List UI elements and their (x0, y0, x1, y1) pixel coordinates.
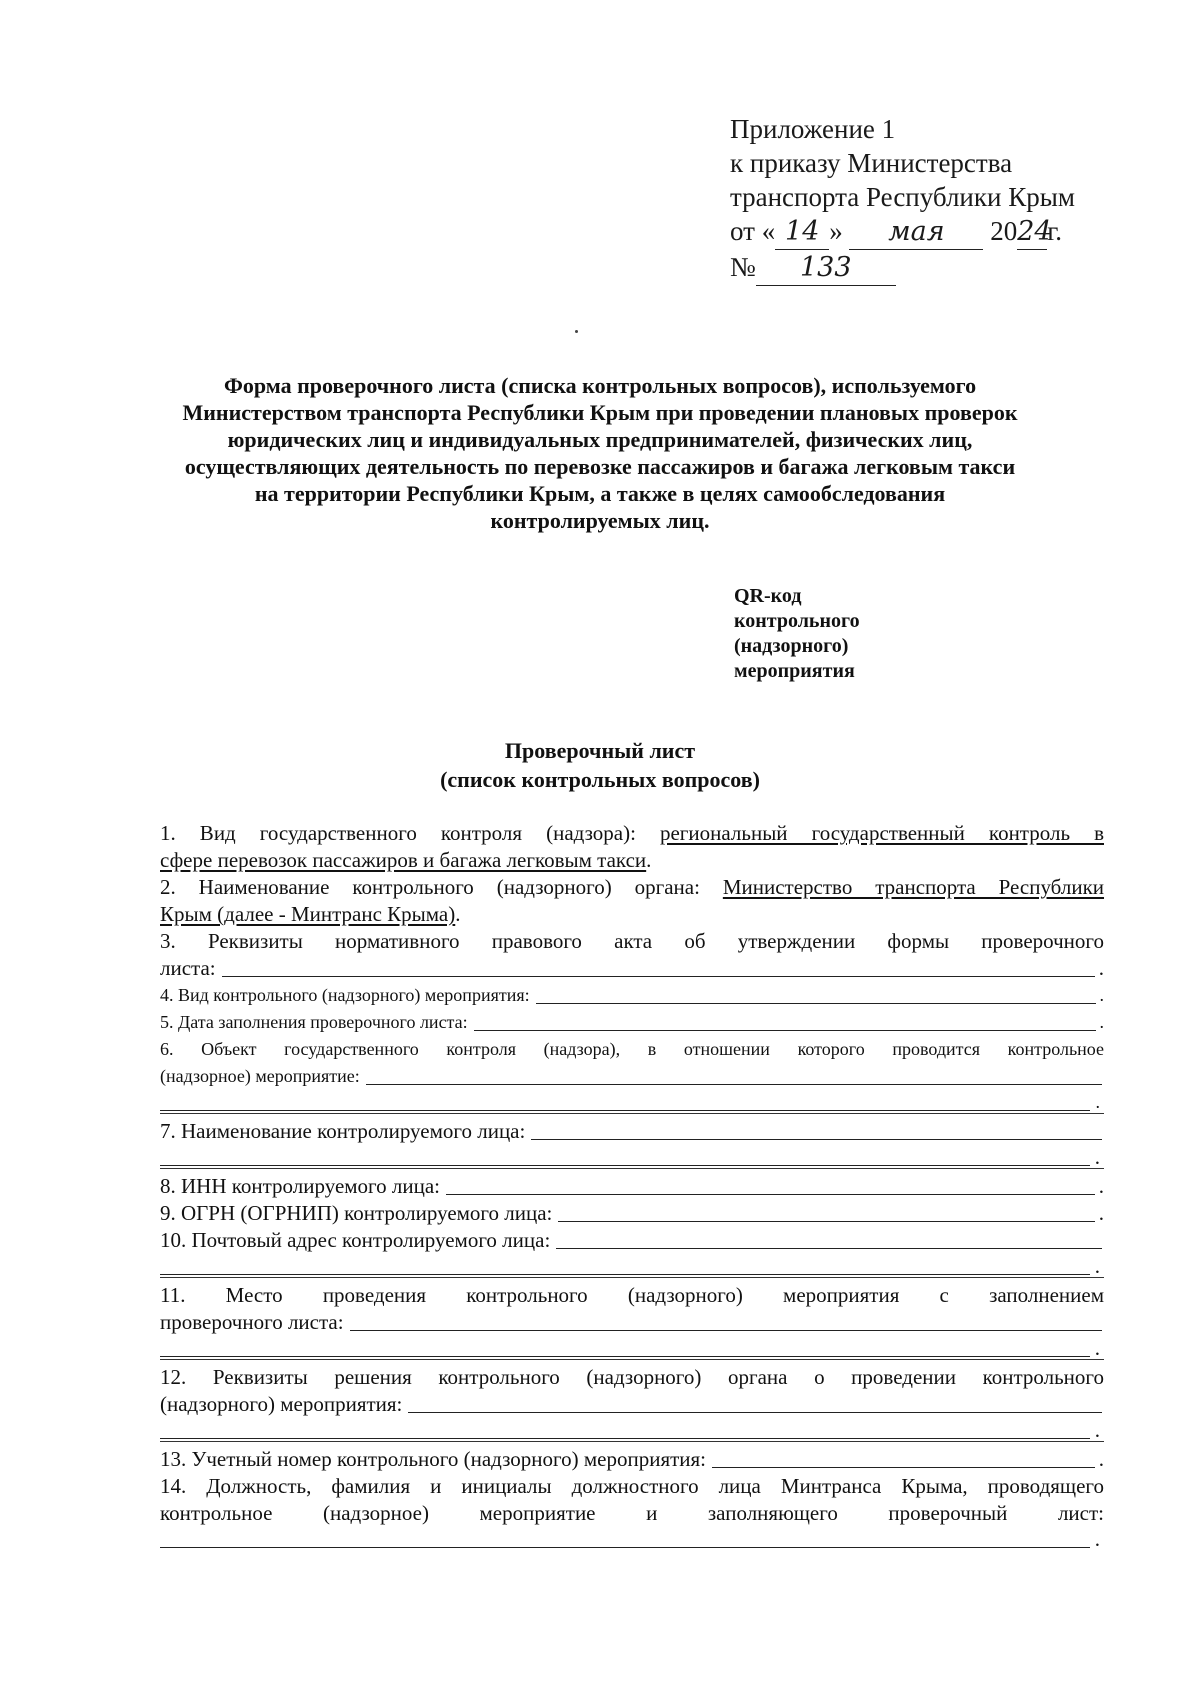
item-2-value-a: Министерство транспорта Республики (722, 875, 1105, 899)
item-12-fill-line-2[interactable] (160, 1418, 1090, 1439)
item-11 (160, 1282, 1104, 1357)
item-12-fill-field[interactable] (408, 1394, 1102, 1413)
appendix-line-3: транспорта Республики Крым (730, 182, 1075, 212)
item-5-fill-field[interactable] (474, 1012, 1096, 1031)
item-6-line-2-text: (надзорное) мероприятие: (160, 1066, 360, 1086)
item-6-fill-line-2[interactable] (160, 1090, 1090, 1111)
scan-speck (575, 330, 578, 333)
item-12 (160, 1364, 1104, 1439)
form-title-line-6: контролируемых лиц. (490, 508, 710, 533)
qr-code-label (734, 584, 860, 684)
item-3-line-2: листа: . (160, 956, 1104, 980)
item-6-fill-field[interactable] (366, 1066, 1102, 1085)
checklist-title-line-2: (список контрольных вопросов) (440, 767, 760, 792)
item-2-line-1 (160, 874, 1104, 901)
item-6-line-1: 6. Объект государственного контроля (надзора), в отношении которого проводится контрольное (160, 1039, 1104, 1059)
item-11-fill-line-2[interactable] (160, 1336, 1090, 1357)
date-prefix: от « (730, 216, 776, 246)
appendix-date (730, 214, 1075, 250)
item-7 (160, 1118, 1104, 1166)
item-11-line-2-text: проверочного листа: (160, 1310, 344, 1334)
date-year-prefix: 20 (990, 216, 1018, 246)
appendix-block (730, 112, 1075, 286)
checklist-items (160, 820, 1104, 1548)
qr-line-1: QR-код (734, 585, 802, 607)
item-3 (160, 928, 1104, 982)
form-title-line-3: юридических лиц и индивидуальных предпринимателей, физических лиц, (227, 427, 973, 452)
divider (160, 1113, 1104, 1114)
item-9: 9. ОГРН (ОГРНИП) контролируемого лица: . (160, 1201, 1104, 1225)
item-9-label: 9. ОГРН (ОГРНИП) контролируемого лица: (160, 1201, 553, 1225)
item-4-label: 4. Вид контрольного (надзорного) мероприятия: (160, 985, 530, 1005)
date-mid: » (829, 216, 843, 246)
item-14-line-2: контрольное (надзорное) мероприятие и заполняющего проверочный лист: (160, 1501, 1104, 1525)
item-12-line-2-text: (надзорного) мероприятия: (160, 1392, 403, 1416)
item-1-line-1 (160, 820, 1104, 847)
handwritten-month: мая (849, 215, 983, 250)
handwritten-day: 14 (775, 215, 829, 250)
form-title-line-4: осуществляющих деятельность по перевозке пассажиров и багажа легковым такси (184, 454, 1016, 479)
item-3-fill-field[interactable] (222, 958, 1095, 977)
form-title-line-5: на территории Республики Крым, а также в целях самообследования (254, 481, 946, 506)
item-12-line-2 (160, 1391, 1104, 1418)
item-7-label: 7. Наименование контролируемого лица: (160, 1119, 526, 1143)
item-7-fill-field[interactable] (531, 1121, 1102, 1140)
form-title-line-2: Министерством транспорта Республики Крым при проведении плановых проверок (182, 400, 1018, 425)
item-3-line-2-text: листа: (160, 956, 216, 980)
item-11-fill-field[interactable] (350, 1312, 1102, 1331)
item-1-value-a: региональный государственный контроль в (659, 821, 1104, 845)
item-12-line-1: 12. Реквизиты решения контрольного (надзорного) органа о проведении контрольного (160, 1365, 1104, 1389)
item-9-fill-field[interactable] (558, 1203, 1094, 1222)
item-8-label: 8. ИНН контролируемого лица: (160, 1174, 441, 1198)
item-2 (160, 874, 1104, 928)
qr-line-3: (надзорного) (734, 635, 849, 657)
item-8: 8. ИНН контролируемого лица: . (160, 1174, 1104, 1198)
item-6 (160, 1036, 1104, 1111)
number-prefix: № (730, 252, 756, 282)
form-title (100, 372, 1100, 534)
item-14-line-1: 14. Должность, фамилия и инициалы должностного лица Минтранса Крыма, проводящего (160, 1474, 1104, 1498)
item-10-fill-line-2[interactable] (160, 1254, 1090, 1275)
item-14-fill-line[interactable] (160, 1527, 1090, 1548)
item-4-fill-field[interactable] (536, 985, 1096, 1004)
item-5: 5. Дата заполнения проверочного листа: . (160, 1009, 1104, 1036)
handwritten-year: 24 (1017, 215, 1047, 250)
item-10 (160, 1227, 1104, 1275)
item-1-value-b: сфере перевозок пассажиров и багажа легковым такси (160, 848, 647, 872)
qr-line-2: контрольного (734, 610, 860, 632)
item-1-label: 1. Вид государственного контроля (надзора): (160, 821, 636, 845)
item-4: 4. Вид контрольного (надзорного) мероприятия: . (160, 982, 1104, 1009)
appendix-number (730, 250, 1075, 286)
item-11-line-2 (160, 1309, 1104, 1336)
form-title-line-1: Форма проверочного листа (списка контрольных вопросов), используемого (223, 373, 977, 398)
checklist-title-line-1: Проверочный лист (504, 738, 696, 763)
divider (160, 1277, 1104, 1278)
item-11-line-1: 11. Место проведения контрольного (надзорного) мероприятия с заполнением (160, 1283, 1104, 1307)
item-2-value-b: Крым (далее - Минтранс Крыма) (160, 902, 456, 926)
item-7-line-1 (160, 1118, 1104, 1145)
handwritten-number: 133 (756, 251, 896, 286)
qr-line-4: мероприятия (734, 660, 855, 682)
item-14 (160, 1473, 1104, 1548)
item-3-line-1: 3. Реквизиты нормативного правового акта об утверждении формы проверочного (160, 929, 1104, 953)
divider (160, 1168, 1104, 1169)
item-10-line-1 (160, 1227, 1104, 1254)
divider (160, 1359, 1104, 1360)
date-suffix: г. (1047, 216, 1062, 246)
item-10-label: 10. Почтовый адрес контролируемого лица: (160, 1228, 551, 1252)
appendix-line-1: Приложение 1 (730, 114, 896, 144)
item-6-line-2 (160, 1063, 1104, 1090)
item-5-label: 5. Дата заполнения проверочного листа: (160, 1012, 468, 1032)
item-10-fill-field[interactable] (556, 1230, 1102, 1249)
checklist-title (100, 736, 1100, 794)
item-13-fill-field[interactable] (712, 1449, 1095, 1468)
appendix-line-2: к приказу Министерства (730, 148, 1013, 178)
item-8-fill-field[interactable] (446, 1176, 1095, 1195)
divider (160, 1441, 1104, 1442)
item-13-label: 13. Учетный номер контрольного (надзорного) мероприятия: (160, 1447, 707, 1471)
item-1-line-2: сфере перевозок пассажиров и багажа легковым такси. (160, 848, 652, 872)
item-2-line-2: Крым (далее - Минтранс Крыма). (160, 902, 461, 926)
item-7-fill-line-2[interactable] (160, 1145, 1090, 1166)
item-13: 13. Учетный номер контрольного (надзорного) мероприятия: . (160, 1447, 1104, 1471)
item-1 (160, 820, 1104, 874)
item-2-label: 2. Наименование контрольного (надзорного) органа: (160, 875, 700, 899)
